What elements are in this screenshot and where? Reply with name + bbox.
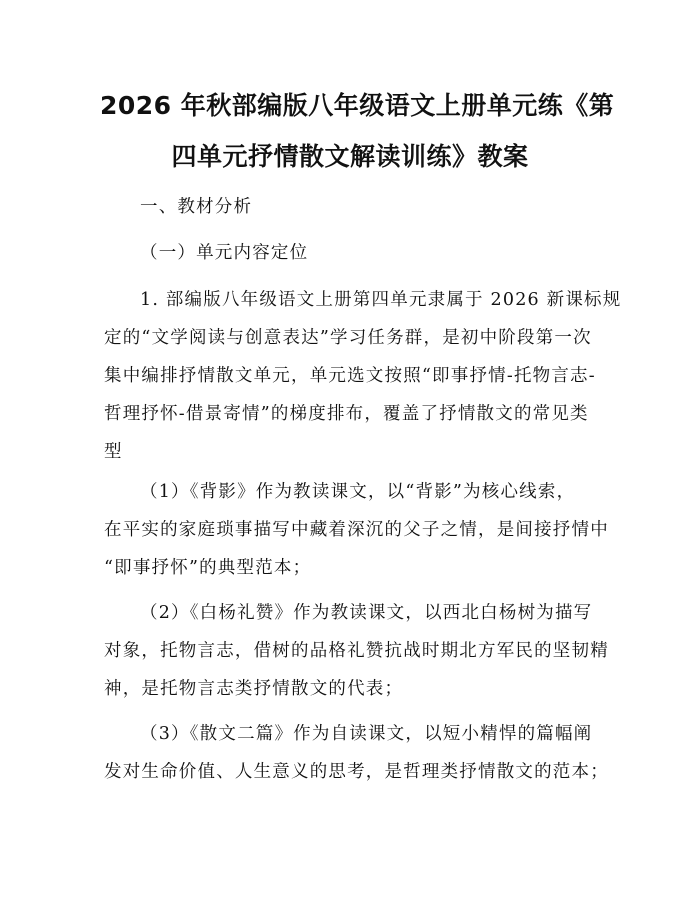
paragraph-line: 发对生命价值、人生意义的思考，是哲理类抒情散文的范本； [104, 762, 609, 782]
paragraph-line: （1）《背影》作为教读课文，以“背影”为核心线索， [140, 482, 576, 502]
paragraph-line: （2）《白杨礼赞》作为教读课文，以西北白杨树为描写 [140, 603, 593, 623]
paragraph-line: 型 [104, 442, 123, 462]
paragraph-line: “即事抒怀”的典型范本； [104, 558, 312, 578]
paragraph-line: 哲理抒怀-借景寄情”的梯度排布，覆盖了抒情散文的常见类 [104, 404, 589, 424]
paragraph-line: 在平实的家庭琐事描写中藏着深沉的父子之情，是间接抒情中 [104, 520, 609, 540]
document-title-line-1: 2026 年秋部编版八年级语文上册单元练《第 [100, 91, 615, 120]
paragraph-line: 定的“文学阅读与创意表达”学习任务群，是初中阶段第一次 [104, 328, 592, 348]
paragraph-line: （3）《散文二篇》作为自读课文，以短小精悍的篇幅阐 [140, 724, 593, 744]
paragraph-line: 1. 部编版八年级语文上册第四单元隶属于 2026 新课标规 [140, 290, 622, 310]
paragraph-line: 对象，托物言志，借树的品格礼赞抗战时期北方军民的坚韧精 [104, 641, 609, 661]
section-heading: 一、教材分析 [140, 197, 253, 217]
paragraph-line: 神，是托物言志类抒情散文的代表； [104, 679, 404, 699]
subsection-heading: （一）单元内容定位 [140, 243, 309, 263]
paragraph-line: 集中编排抒情散文单元，单元选文按照“即事抒情-托物言志- [104, 366, 596, 386]
document-title-line-2: 四单元抒情散文解读训练》教案 [171, 142, 529, 171]
